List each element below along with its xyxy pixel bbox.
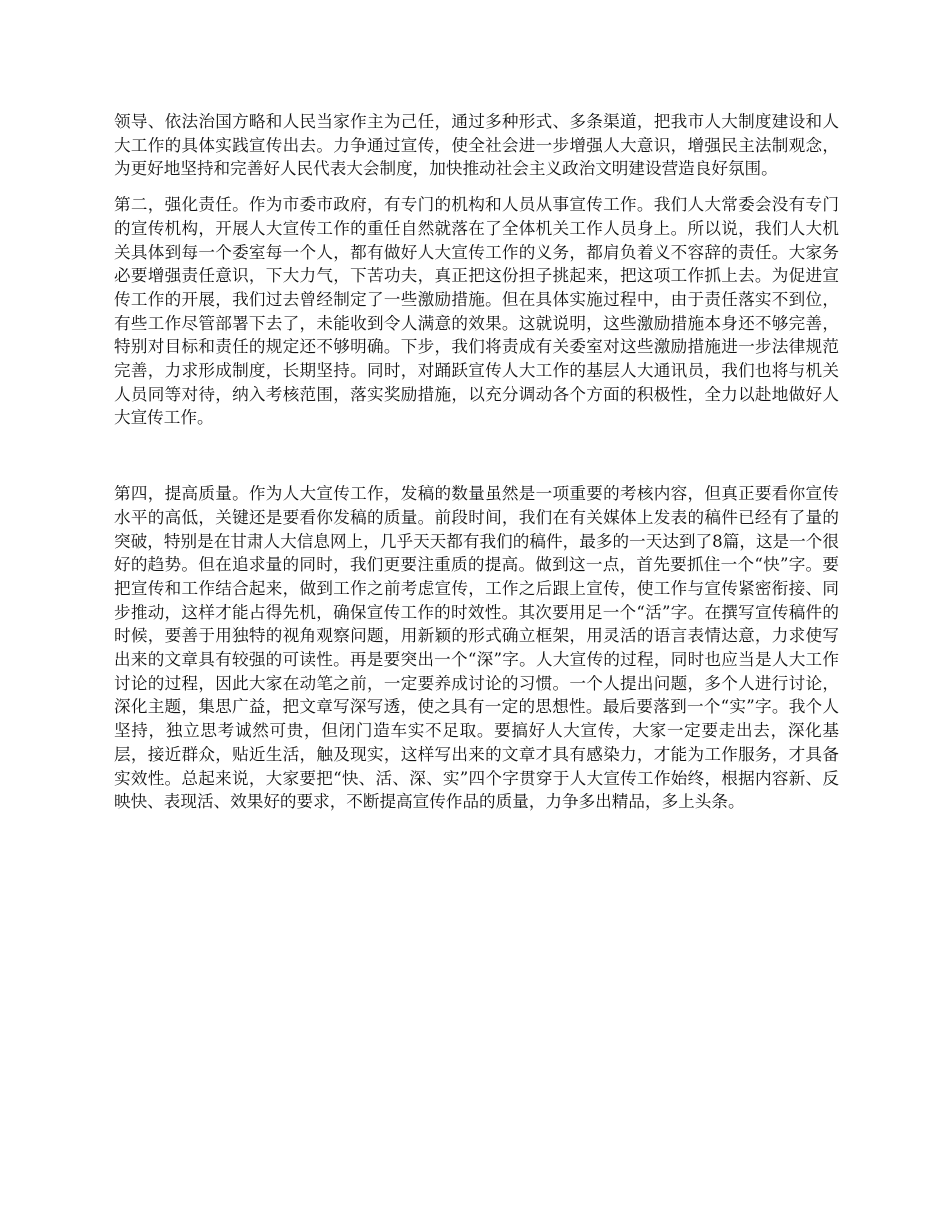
- paragraph-intro-continuation: 领导、依法治国方略和人民当家作主为己任，通过多种形式、多条渠道，把我市人大制度建设和人大工作的具体实践宣传出去。力争通过宣传，使全社会进一步增强人大意识，增强民主法制观念，为更好地坚持和完善好人民代表大会制度，加快推动社会主义政治文明建设营造良好氛围。: [114, 112, 839, 179]
- paragraph-fourth-improve-quality: 第四，提高质量。作为人大宣传工作，发稿的数量虽然是一项重要的考核内容，但真正要看你宣传水平的高低，关键还是要看你发稿的质量。前段时间，我们在有关媒体上发表的稿件已经有了量的突破，特别是在甘肃人大信息网上，几乎天天都有我们的稿件，最多的一天达到了8篇，这是一个很好的趋势。但在追求量的同时，我们更要注重质的提高。做到这一点，首先要抓住一个“快”字。要把宣传和工作结合起来，做到工作之前考虑宣传，工作之后跟上宣传，使工作与宣传紧密衔接、同步推动，这样才能占得先机，确保宣传工作的时效性。其次要用足一个“活”字。在撰写宣传稿件的时候，要善于用独特的视角观察问题，用新颖的形式确立框架，用灵活的语言表情达意，力求使写出来的文章具有较强的可读性。再是要突出一个“深”字。人大宣传的过程，同时也应当是人大工作讨论的过程，因此大家在动笔之前，一定要养成讨论的习惯。一个人提出问题，多个人进行讨论，深化主题，集思广益，把文章写深写透，使之具有一定的思想性。最后要落到一个“实”字。我个人坚持，独立思考诚然可贵，但闭门造车实不足取。要搞好人大宣传，大家一定要走出去，深化基层，接近群众，贴近生活，触及现实，这样写出来的文章才具有感染力，才能为工作服务，才具备实效性。总起来说，大家要把“快、活、深、实”四个字贯穿于人大宣传工作始终，根据内容新、反映快、表现活、效果好的要求，不断提高宣传作品的质量，力争多出精品，多上头条。: [114, 484, 839, 812]
- paragraph-second-strengthen-responsibility: 第二，强化责任。作为市委市政府，有专门的机构和人员从事宣传工作。我们人大常委会没有专门的宣传机构，开展人大宣传工作的重任自然就落在了全体机关工作人员身上。所以说，我们人大机关具体到每一个委室每一个人，都有做好人大宣传工作的义务，都肩负着义不容辞的责任。大家务必要增强责任意识，下大力气，下苦功夫，真正把这份担子挑起来，把这项工作抓上去。为促进宣传工作的开展，我们过去曾经制定了一些激励措施。但在具体实施过程中，由于责任落实不到位，有些工作尽管部署下去了，未能收到令人满意的效果。这就说明，这些激励措施本身还不够完善，特别对目标和责任的规定还不够明确。下步，我们将责成有关委室对这些激励措施进一步法律规范完善，力求形成制度，长期坚持。同时，对踊跃宣传人大工作的基层人大通讯员，我们也将与机关人员同等对待，纳入考核范围，落实奖励措施，以充分调动各个方面的积极性，全力以赴地做好人大宣传工作。: [114, 195, 839, 428]
- document-body: [114, 110, 839, 814]
